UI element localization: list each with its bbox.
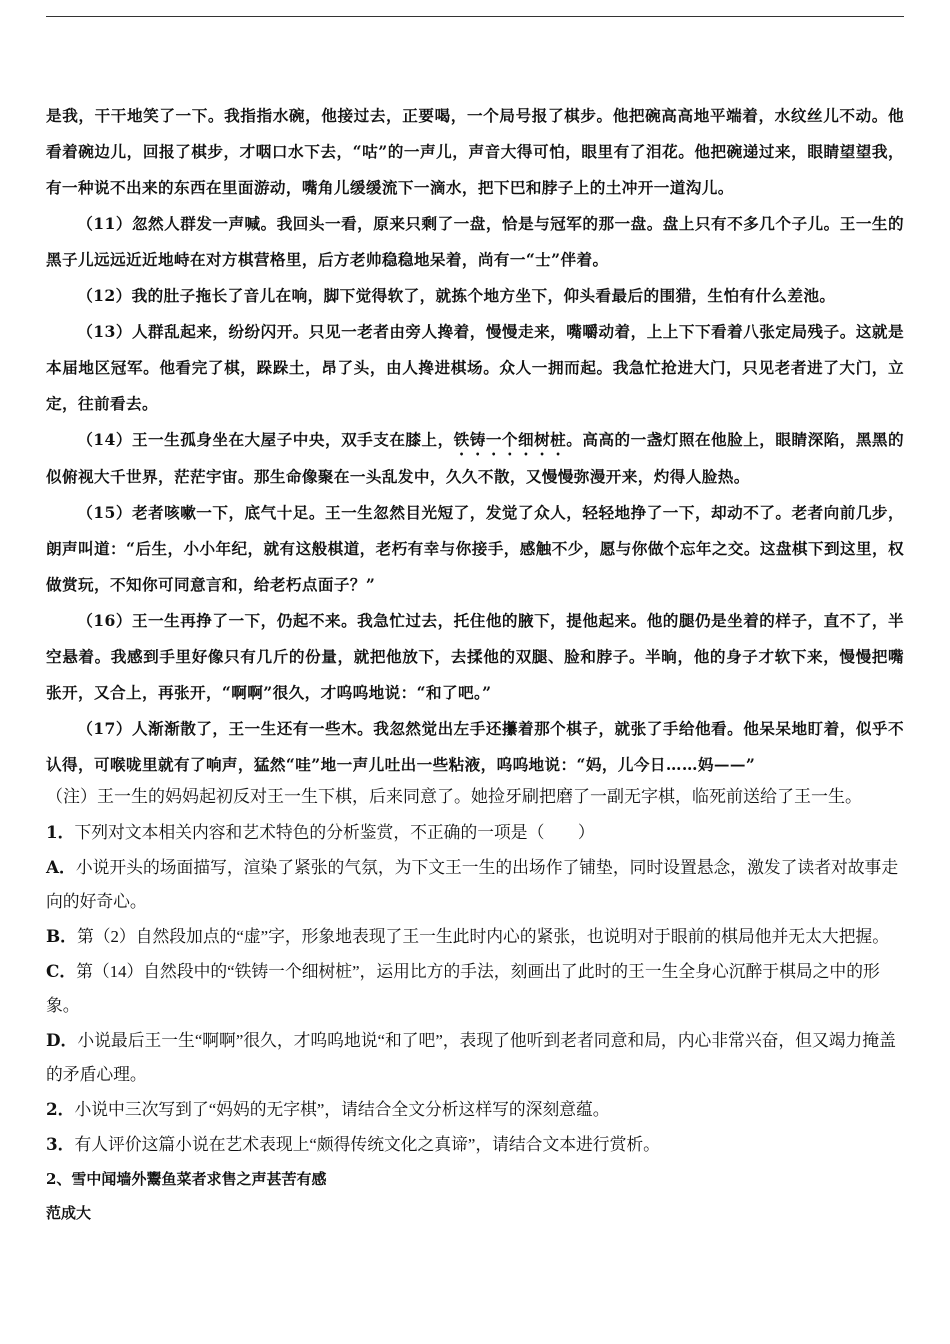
question-3 (46, 1127, 904, 1162)
section-heading: 2、雪中闻墙外鬻鱼菜者求售之声甚苦有感 (46, 1170, 327, 1188)
option-d-text: 小说最后王一生“啊啊”很久，才呜呜地说“和了吧”，表现了他听到老者同意和局，内心非常兴奋，但又竭力掩盖的矛盾心理。 (46, 1031, 896, 1084)
document-body (46, 98, 904, 1230)
question-2-text: 小说中三次写到了“妈妈的无字棋”，请结合全文分析这样写的深刻意蕴。 (74, 1100, 610, 1119)
paragraph-12: （12）我的肚子拖长了音儿在响，脚下觉得软了，就拣个地方坐下，仰头看最后的围猎，生怕有什么差池。 (77, 286, 836, 305)
paragraph-14-end: 。高高的一盏灯照在他脸上，眼睛深陷，黑黑的似俯视大千世界，茫茫宇宙。那生命像聚在一头乱发中，久久不散，又慢慢弥漫开来，灼得人脸热。 (46, 430, 904, 486)
paragraph-14-start: （14）王一生孤身坐在大屋子中央，双手支在膝上， (77, 430, 454, 449)
question-1-number: 1． (46, 822, 75, 842)
option-c-label: C． (46, 961, 77, 981)
option-b-text: 第（2）自然段加点的“虚”字，形象地表现了王一生此时内心的紧张，也说明对于眼前的棋局他并无太大把握。 (76, 927, 889, 946)
option-c-text: 第（14）自然段中的“铁铸一个细树桩”，运用比方的手法，刻画出了此时的王一生全身心沉醉于棋局之中的形象。 (46, 962, 880, 1015)
paragraph-13: （13）人群乱起来，纷纷闪开。只见一老者由旁人搀着，慢慢走来，嘴嚼动着，上上下下看着八张定局残子。这就是本届地区冠军。他看完了棋，跺跺土，昂了头，由人搀进棋场。众人一拥而起。我急忙抢进大门，只见老者进了大门，立定，往前看去。 (46, 322, 904, 413)
option-a (46, 850, 904, 919)
option-b (46, 919, 904, 954)
option-a-text: 小说开头的场面描写，渲染了紧张的气氛，为下文王一生的出场作了铺垫，同时设置悬念，激发了读者对故事走向的好奇心。 (46, 858, 899, 911)
paragraph-14 (46, 422, 904, 495)
paragraph-15: （15）老者咳嗽一下，底气十足。王一生忽然目光短了，发觉了众人，轻轻地挣了一下，却动不了。老者向前几步，朗声叫道：“后生，小小年纪，就有这般棋道，老朽有幸与你接手，感触不少，愿与你做个忘年之交。这盘棋下到这里，权做赏玩，不知你可同意言和，给老朽点面子？” (46, 503, 904, 594)
annotation-note: （注）王一生的妈妈起初反对王一生下棋，后来同意了。她捡牙刷把磨了一副无字棋，临死前送给了王一生。 (46, 787, 862, 806)
question-3-text: 有人评价这篇小说在艺术表现上“颇得传统文化之真谛”，请结合文本进行赏析。 (74, 1135, 660, 1154)
paragraph-17: （17）人渐渐散了，王一生还有一些木。我忽然觉出左手还攥着那个棋子，就张了手给他看。他呆呆地盯着，似乎不认得，可喉咙里就有了响声，猛然“哇”地一声儿吐出一些粘液，呜呜地说：“妈，儿今日……妈——” (46, 719, 904, 774)
header-rule (46, 16, 904, 17)
option-a-label: A． (46, 857, 76, 877)
question-1 (46, 815, 904, 850)
question-2 (46, 1092, 904, 1127)
poem-author: 范成大 (46, 1204, 92, 1222)
option-d-label: D． (46, 1030, 78, 1050)
question-3-number: 3． (46, 1134, 75, 1154)
question-2-number: 2． (46, 1099, 75, 1119)
question-1-text: 下列对文本相关内容和艺术特色的分析鉴赏，不正确的一项是（ ） (74, 823, 595, 842)
option-b-label: B． (46, 926, 77, 946)
option-d (46, 1023, 904, 1092)
option-c (46, 954, 904, 1023)
paragraph-intro: 是我，干干地笑了一下。我指指水碗，他接过去，正要喝，一个局号报了棋步。他把碗高高地平端着，水纹丝儿不动。他看着碗边儿，回报了棋步，才咽口水下去，“咕”的一声儿，声音大得可怕，眼里有了泪花。他把碗递过来，眼睛望望我，有一种说不出来的东西在里面游动，嘴角儿缓缓流下一滴水，把下巴和脖子上的土冲开一道沟儿。 (46, 106, 904, 197)
emphasized-phrase: 铁铸一个细树桩 (453, 430, 567, 449)
paragraph-16: （16）王一生再挣了一下，仍起不来。我急忙过去，托住他的腋下，提他起来。他的腿仍是坐着的样子，直不了，半空悬着。我感到手里好像只有几斤的份量，就把他放下，去揉他的双腿、脸和脖子。半晌，他的身子才软下来，慢慢把嘴张开，又合上，再张开，“啊啊”很久，才呜呜地说：“和了吧。” (46, 611, 904, 702)
paragraph-11: （11）忽然人群发一声喊。我回头一看，原来只剩了一盘，恰是与冠军的那一盘。盘上只有不多几个子儿。王一生的黑子儿远远近近地峙在对方棋营格里，后方老帅稳稳地呆着，尚有一“士”伴着。 (46, 214, 904, 269)
